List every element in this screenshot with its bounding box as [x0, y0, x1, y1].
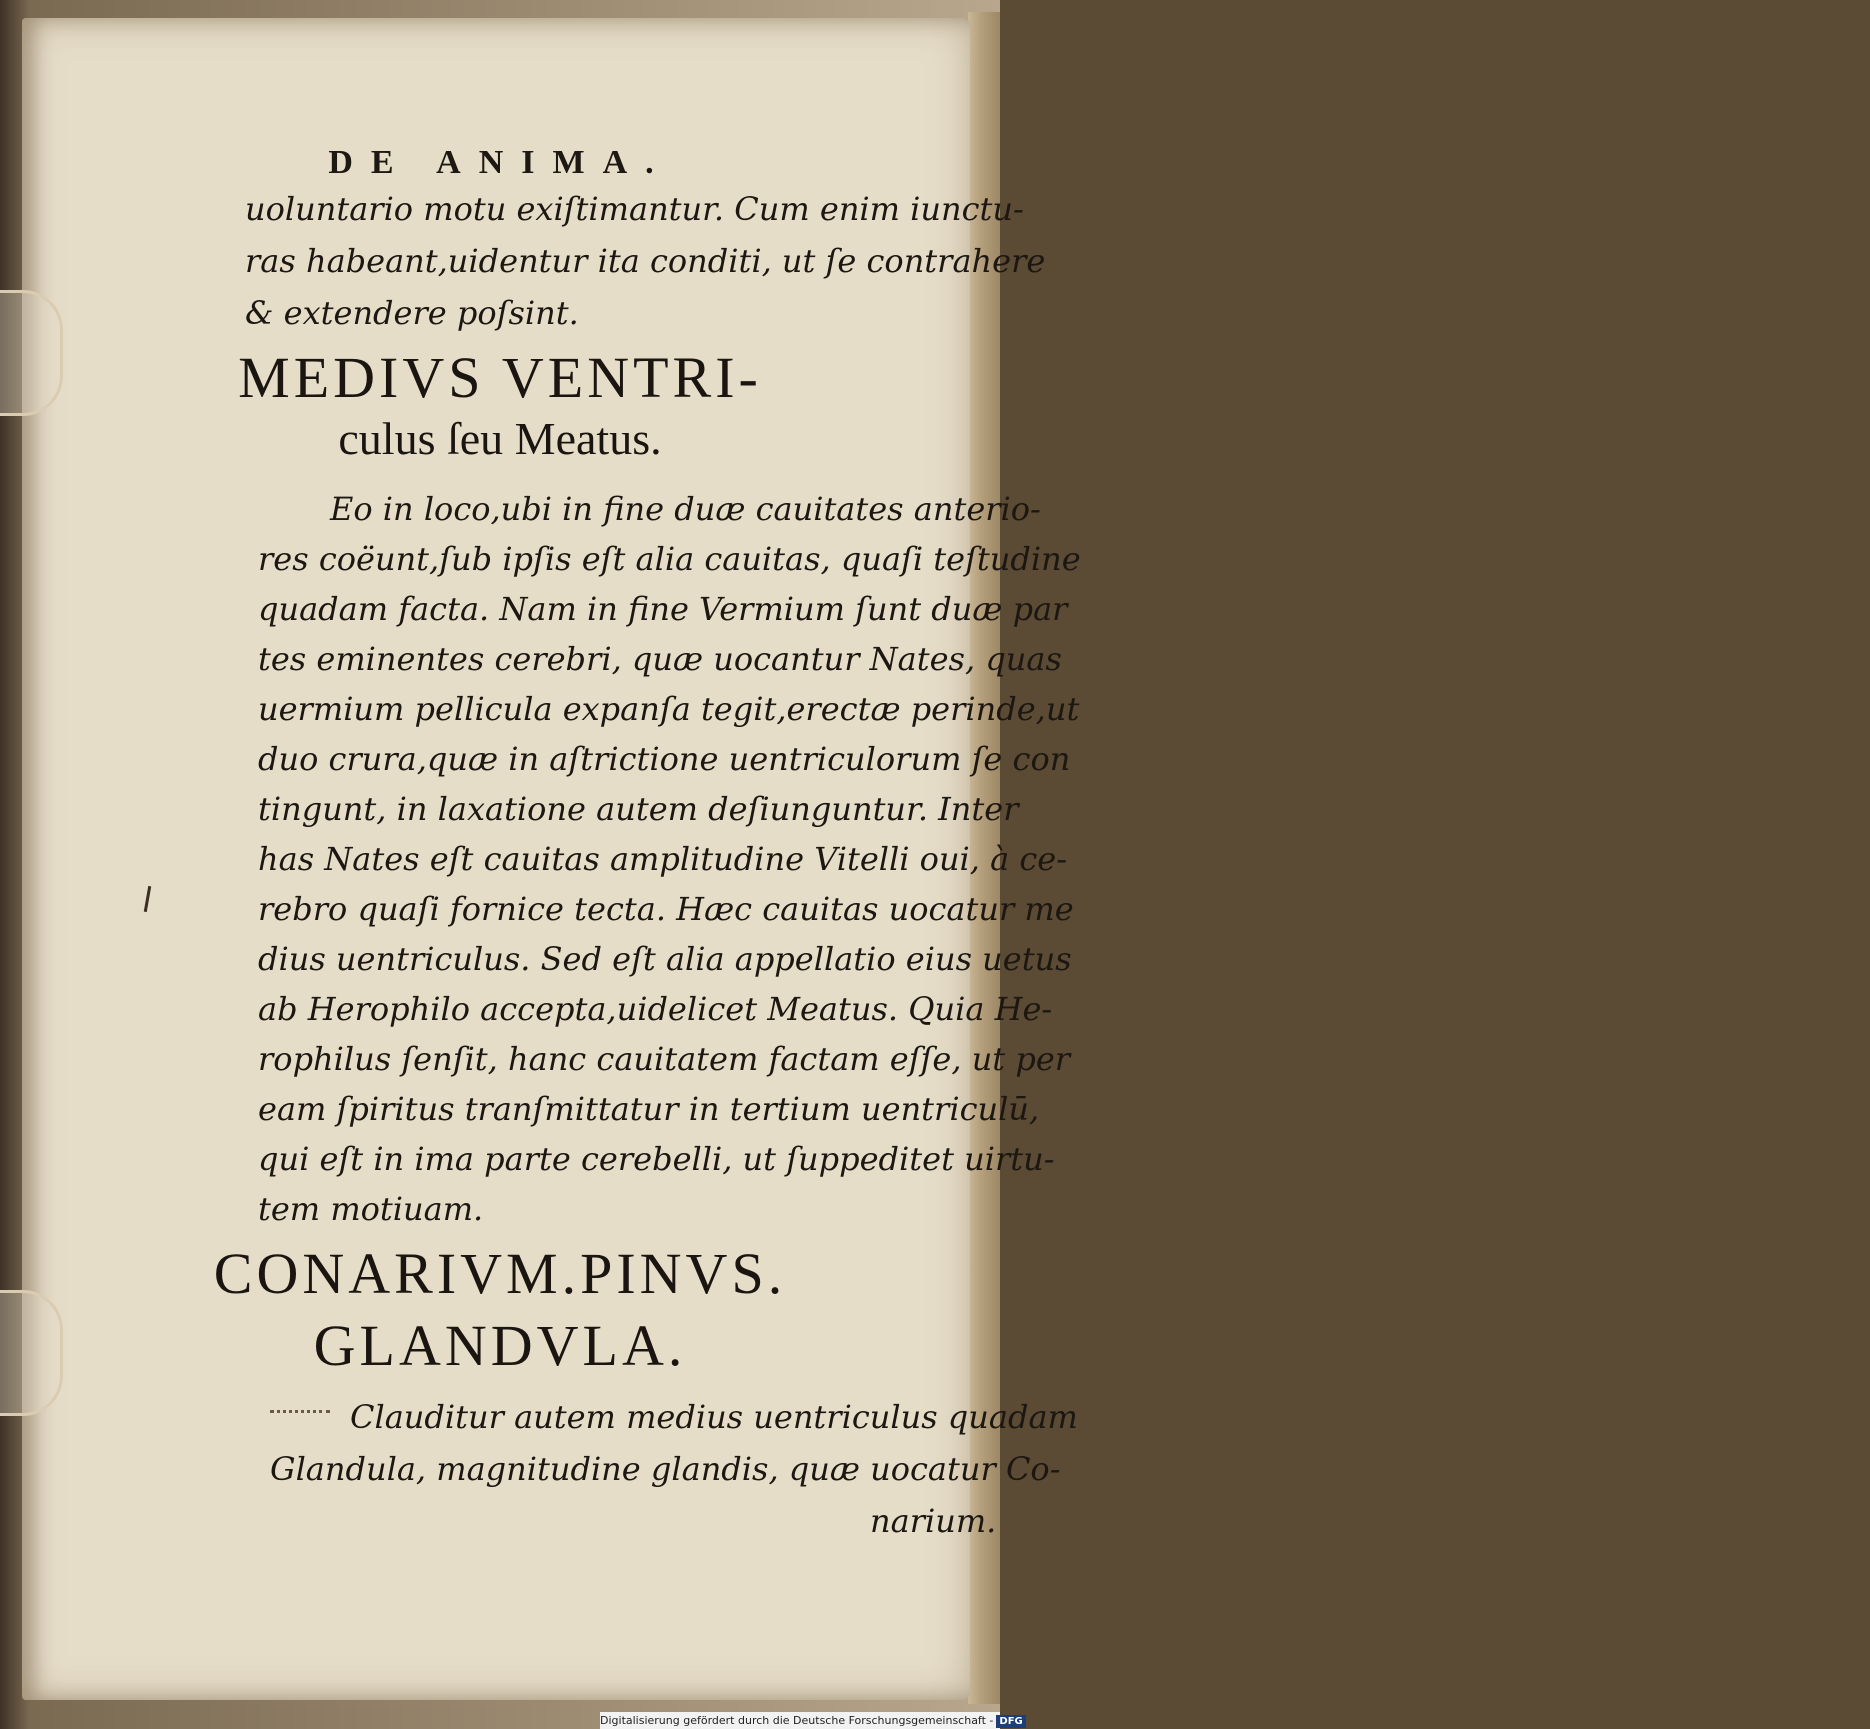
section-heading-medius: MEDIVS VENTRI- [238, 345, 762, 410]
text-line: & extendere poſsint. [245, 294, 579, 332]
text-line: ab Herophilo accepta,uidelicet Meatus. Quia He- [258, 990, 1053, 1028]
ink-dots [270, 1410, 330, 1417]
text-line: narium. [870, 1502, 997, 1540]
text-line: Glandula, magnitudine glandis, quæ uocatur Co- [270, 1450, 1061, 1488]
text-line: dius uentriculus. Sed eſt alia appellatio eius uetus [258, 940, 1072, 978]
text-line: has Nates eſt cauitas amplitudine Vitelli oui, à ce- [258, 840, 1068, 878]
text-line: tingunt, in laxatione autem deſiunguntur. Inter [258, 790, 1019, 828]
text-line: quadam facta. Nam in fine Vermium ſunt duæ par [258, 590, 1068, 628]
dfg-logo: DFG [996, 1715, 1025, 1728]
section-heading-conarium: CONARIVM.PINVS. [213, 1241, 787, 1306]
text-line: duo crura,quæ in aſtrictione uentriculorum ſe con [258, 740, 1071, 778]
text-line: Eo in loco,ubi in fine duæ cauitates anterio- [330, 490, 1041, 528]
text-line: uermium pellicula expanſa tegit,erectæ perinde,ut [258, 690, 1080, 728]
text-line: tem motiuam. [258, 1190, 484, 1228]
text-line: eam ſpiritus tranſmittatur in tertium uentriculū, [258, 1090, 1040, 1128]
text-line: rophilus ſenſit, hanc cauitatem factam eſſe, ut per [258, 1040, 1071, 1078]
running-title: DE ANIMA. [328, 144, 672, 181]
section-subheading-medius: culus ſeu Meatus. [338, 413, 662, 464]
digitization-credit [600, 1712, 1023, 1729]
section-subheading-conarium: GLANDVLA. [313, 1313, 687, 1378]
text-line: ras habeant,uidentur ita conditi, ut ſe contrahere [245, 242, 1046, 280]
text-line: qui eſt in ima parte cerebelli, ut ſuppeditet uirtu- [258, 1140, 1055, 1178]
text-line: rebro quaſi fornice tecta. Hæc cauitas uocatur me [258, 890, 1074, 928]
text-line: res coëunt,ſub ipſis eſt alia cauitas, quaſi teſtudine [258, 540, 1081, 578]
text-line: uoluntario motu exiſtimantur. Cum enim iunctu- [245, 190, 1024, 228]
credit-text: Digitalisierung gefördert durch die Deutsche Forschungsgemeinschaft - [600, 1714, 994, 1727]
text-line: tes eminentes cerebri, quæ uocantur Nates, quas [258, 640, 1062, 678]
text-line: Clauditur autem medius uentriculus quadam [350, 1398, 1078, 1436]
